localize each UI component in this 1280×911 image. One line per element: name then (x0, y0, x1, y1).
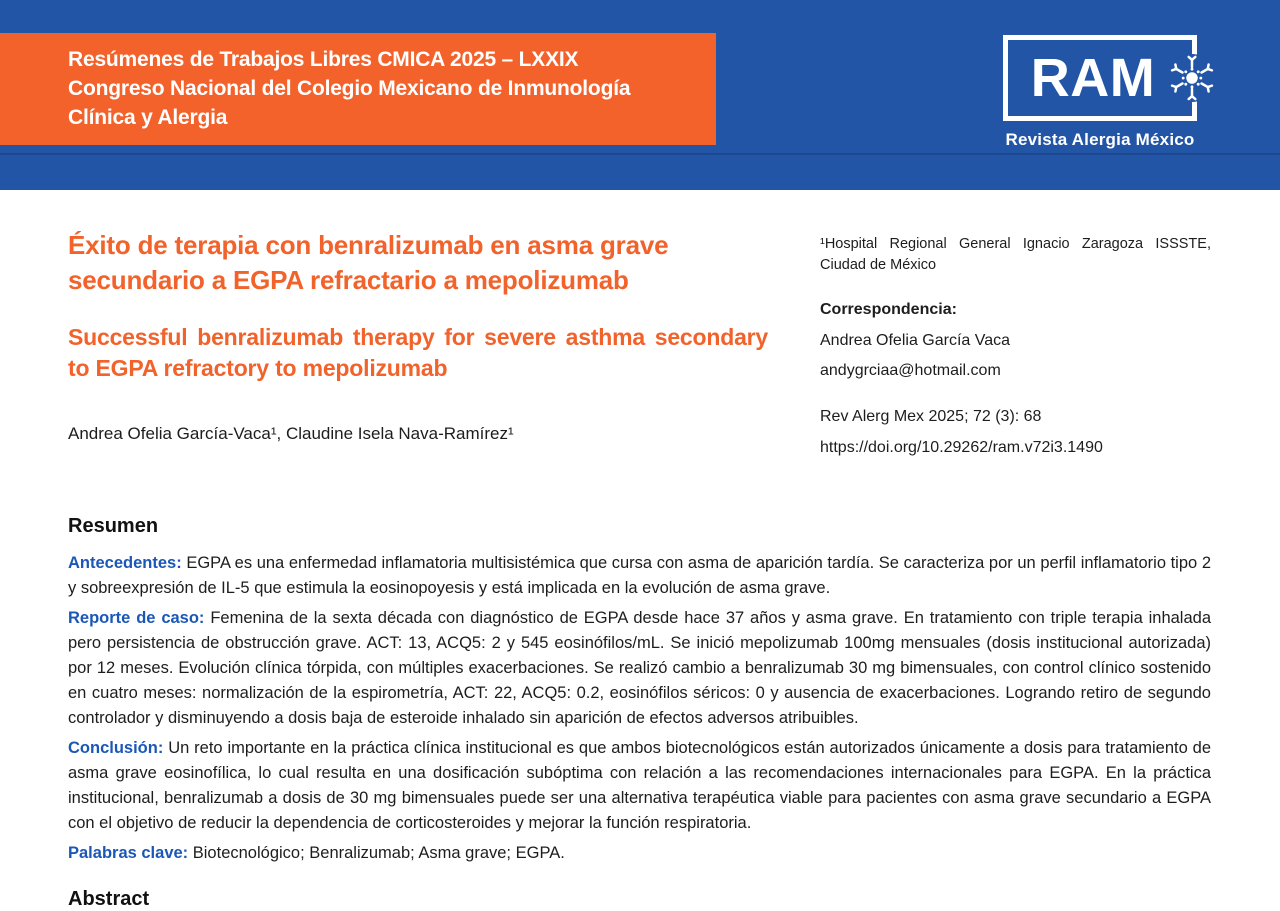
article-title-spanish: Éxito de terapia con benralizumab en asma grave secundario a EGPA refractario a mepolizumab (68, 230, 669, 295)
correspondence-name: Andrea Ofelia García Vaca (820, 332, 1011, 349)
conclusion-text: Un reto importante en la práctica clínica institucional es que ambos biotecnológicos están autorizados únicamente a dosis para tratamiento de asma grave eosinofílica, lo cual resulta en una dosificación subóptima con relación a las recomendaciones internacionales para EGPA. En la práctica institucional, benralizumab a dosis de 30 mg bimensuales puede ser una alternativa terapéutica viable para pacientes con asma grave secundario a EGPA con el objetivo de reducir la dependencia de corticosteroides y mejorar la función respiratoria. (68, 739, 1211, 832)
author-list: Andrea Ofelia García-Vaca¹, Claudine Isela Nava-Ramírez¹ (68, 424, 514, 443)
antecedentes-text: EGPA es una enfermedad inflamatoria multisistémica que cursa con asma de aparición tardía. Se caracteriza por un perfil inflamatorio tipo 2 y sobreexpresión de IL-5 que estimula la eosinopoyesis y está implicada en la evolución de asma grave. (68, 554, 1211, 597)
logo-acronym: RAM (1030, 48, 1156, 108)
palabras-clave-paragraph (68, 841, 1211, 866)
banner-divider (0, 153, 1280, 155)
journal-logo (1003, 35, 1197, 150)
article-content (0, 228, 1280, 911)
journal-name: Revista Alergia México (1005, 130, 1195, 149)
journal-banner (0, 0, 1280, 190)
palabras-clave-text: Biotecnológico; Benralizumab; Asma grave; EGPA. (192, 844, 565, 862)
reporte-de-caso-paragraph (68, 606, 1211, 731)
resumen-section (68, 515, 1211, 866)
correspondence-email[interactable]: andygrciaa@hotmail.com (820, 362, 1001, 379)
conclusion-label: Conclusión: (68, 739, 164, 757)
affiliation: ¹Hospital Regional General Ignacio Zaragoza ISSSTE, Ciudad de México (820, 236, 1211, 273)
correspondence-label: Correspondencia: (820, 301, 957, 318)
antecedentes-paragraph (68, 551, 1211, 601)
resumen-heading: Resumen (68, 515, 159, 537)
reporte-de-caso-text: Femenina de la sexta década con diagnóstico de EGPA desde hace 37 años y asma grave. En tratamiento con triple terapia inhalada pero persistencia de obstrucción grave. ACT: 13, ACQ5: 2 y 545 eosinófilos/mL. Se inició mepolizumab 100mg mensuales (dosis institucional autorizada) por 12 meses. Evolución clínica tórpida, con múltiples exacerbaciones. Se realizó cambio a benralizumab 30 mg bimensuales, con control clínico sostenido en cuatro meses: normalización de la espirometría, ACT: 22, ACQ5: 0.2, eosinófilos séricos: 0 y ausencia de exacerbaciones. Logrando retiro de segundo controlador y disminuyendo a dosis baja de esteroide inhalado sin aparición de efectos adversos atribuibles. (68, 609, 1211, 727)
allergen-burst-icon (1168, 54, 1216, 102)
citation: Rev Alerg Mex 2025; 72 (3): 68 (820, 408, 1042, 425)
title-block (68, 228, 768, 457)
article-meta (820, 228, 1211, 457)
congress-title-line: Congreso Nacional del Colegio Mexicano de Inmunología (68, 77, 631, 100)
doi-link[interactable]: https://doi.org/10.29262/ram.v72i3.1490 (820, 439, 1103, 456)
congress-title-line: Clínica y Alergia (68, 106, 228, 129)
palabras-clave-label: Palabras clave: (68, 844, 189, 862)
abstract-heading: Abstract (68, 888, 150, 910)
congress-title-line: Resúmenes de Trabajos Libres CMICA 2025 – LXXIX (68, 48, 579, 71)
article-header (68, 228, 1211, 457)
congress-title-box (0, 33, 716, 145)
article-title-english: Successful benralizumab therapy for severe asthma secondary to EGPA refractory to mepolizumab (68, 324, 768, 381)
logo-frame (1003, 35, 1197, 121)
reporte-de-caso-label: Reporte de caso: (68, 609, 205, 627)
antecedentes-label: Antecedentes: (68, 554, 182, 572)
conclusion-paragraph (68, 736, 1211, 836)
